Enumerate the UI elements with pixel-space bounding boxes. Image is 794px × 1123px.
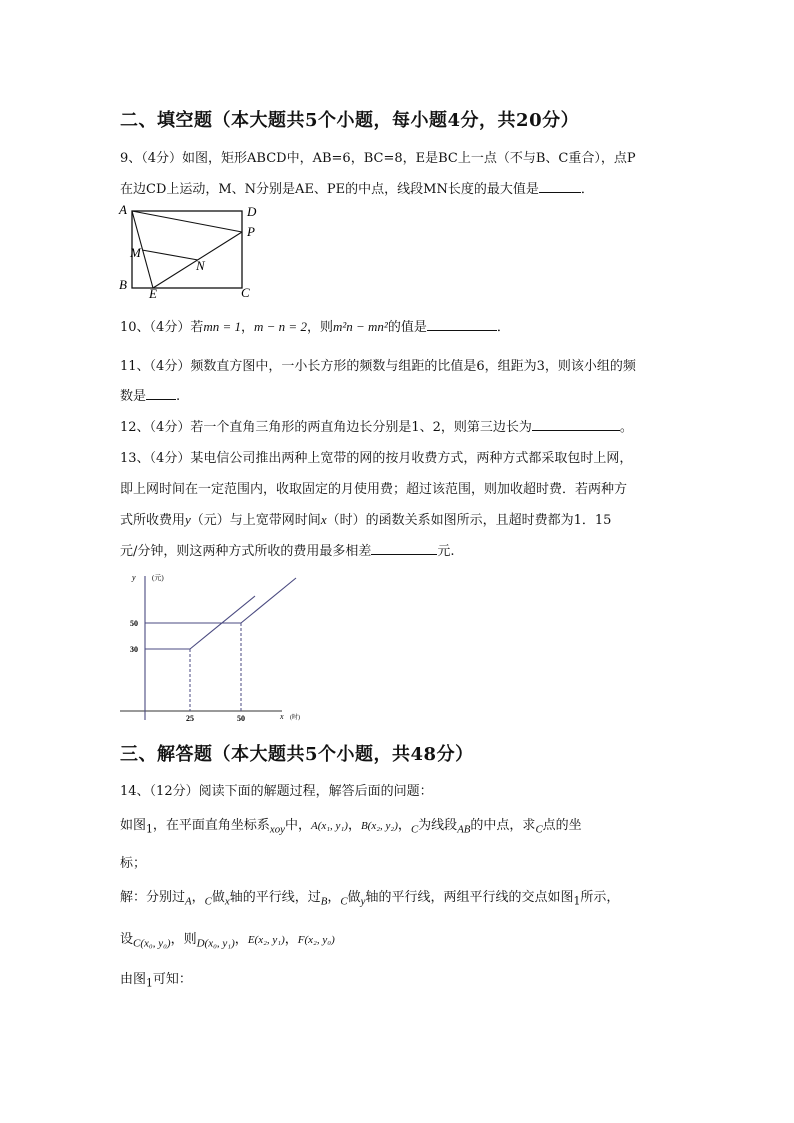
y-axis-label: y xyxy=(132,573,136,582)
q11-line-1: 11、（4分）频数直方图中，一小长方形的频数与组距的比值是6，组距为3，则该小组的频 xyxy=(120,359,636,374)
q14-l4-point-b: B xyxy=(320,895,328,908)
q14-l2-fig: 1 xyxy=(146,822,153,836)
x-axis-unit: (时) xyxy=(290,715,300,721)
q13-var-x: x xyxy=(320,512,327,527)
q9-line-1: 9、（4分）如图，矩形ABCD中，AB=6，BC=8，E是BC上一点（不与B、C重合），点P xyxy=(120,151,636,166)
q11-end: . xyxy=(176,389,181,404)
q14-l2-f: 为线段 xyxy=(418,818,458,833)
q13-line-4 xyxy=(120,540,455,559)
q14-l4-c: 做 xyxy=(211,890,225,905)
q11-line-2-text: 数是 xyxy=(120,389,147,404)
q14-l5-point-f: F(x₂, y₀) xyxy=(297,934,335,946)
q14-line-5 xyxy=(120,928,335,950)
q10-expr-2: m − n = 2 xyxy=(254,319,307,334)
q14-l2-g: 的中点，求 xyxy=(470,818,536,833)
segment-ap xyxy=(132,211,242,232)
answer-blank xyxy=(427,318,497,331)
q14-l5-c: ， xyxy=(234,932,248,947)
q14-l4-h: 所示， xyxy=(580,890,620,905)
section-3-heading: 三、解答题（本大题共5个小题，共48分） xyxy=(120,744,474,765)
q14-l4-point-c: C xyxy=(204,895,212,908)
q14-l4-g: 轴的平行线，两组平行线的交点如图 xyxy=(365,890,574,905)
q13-line-4-text: 元/分钟，则这两种方式所收的费用最多相差 xyxy=(120,544,372,559)
q14-l5-d: ， xyxy=(284,932,298,947)
q14-line-1: 14、（12分）阅读下面的解题过程，解答后面的问题： xyxy=(120,784,433,799)
rectangle-figure xyxy=(110,198,270,304)
q14-l6-fig: 1 xyxy=(146,976,153,990)
q10-expr-1: mn = 1 xyxy=(203,319,241,334)
q14-l2-b: ，在平面直角坐标系 xyxy=(152,818,270,833)
q14-l4-e: ， xyxy=(327,890,341,905)
q14-l2-a: 如图 xyxy=(120,818,147,833)
q14-l6-b: 可知： xyxy=(152,972,192,987)
q14-line-4 xyxy=(120,886,619,908)
q9-line-2-end: ． xyxy=(580,182,594,197)
x-axis-label: x xyxy=(280,712,284,721)
q14-l2-d: ， xyxy=(347,818,361,833)
q14-l5-point-c: C(x₀, y₀) xyxy=(133,937,171,950)
q14-l5-b: ，则 xyxy=(170,932,197,947)
q14-line-2 xyxy=(120,814,582,836)
label-b: B xyxy=(119,277,127,292)
q14-l2-e: ， xyxy=(397,818,411,833)
q12-end: 。 xyxy=(619,420,633,435)
q14-l4-d: 轴的平行线，过 xyxy=(229,890,321,905)
label-n: N xyxy=(196,258,205,273)
q10-end: ． xyxy=(496,320,510,335)
label-d: D xyxy=(247,204,257,219)
q14-l2-point-a: A(x₁, y₁) xyxy=(310,820,348,832)
q10-suffix: 的值是 xyxy=(387,320,427,335)
q14-l4-point-c2: C xyxy=(340,895,348,908)
q14-line-3: 标； xyxy=(120,856,147,871)
answer-blank xyxy=(532,418,620,431)
q14-l4-f: 做 xyxy=(347,890,361,905)
q14-l5-point-e: E(x₂, y₁) xyxy=(247,934,285,946)
q10-sep: ， xyxy=(241,320,255,335)
q9-line-2-text: 在边CD上运动，M、N分别是AE、PE的中点，线段MN长度的最大值是 xyxy=(120,182,539,197)
answer-blank xyxy=(539,180,581,193)
y-tick-label: 50 xyxy=(130,619,138,628)
q13-var-y: y xyxy=(185,512,191,527)
q13-line-1: 13、（4分）某电信公司推出两种上宽带的网的按月收费方式，两种方式都采取包时上网， xyxy=(120,451,633,466)
rectangle-abcd xyxy=(132,211,242,288)
q14-l2-c: 中， xyxy=(284,818,311,833)
q14-line-6 xyxy=(120,968,192,990)
q13-line-3-c: （时）的函数关系如图所示，且超时费都为1．15 xyxy=(326,513,612,528)
q14-l4-fig: 1 xyxy=(573,894,581,908)
q14-l4-b: ， xyxy=(191,890,205,905)
q10-prefix: 10、（4分）若 xyxy=(120,320,204,335)
q10 xyxy=(120,316,510,335)
fee-graph xyxy=(110,568,310,728)
section-2-heading: 二、填空题（本大题共5个小题，每小题4分，共20分） xyxy=(120,110,580,131)
q14-l5-a: 设 xyxy=(120,932,134,947)
q10-mid: ，则 xyxy=(306,320,333,335)
q14-l5-point-d: D(x₀, y₁) xyxy=(196,937,235,950)
q14-l2-xoy: xoy xyxy=(269,823,285,836)
q13-line-2: 即上网时间在一定范围内，收取固定的月使用费；超过该范围，则加收超时费．若两种方 xyxy=(120,482,628,497)
q14-l4-a: 解：分别过 xyxy=(120,890,186,905)
q14-l4-x: x xyxy=(224,895,230,908)
q14-l6-a: 由图 xyxy=(120,972,147,987)
label-e: E xyxy=(149,286,157,301)
q12-text: 12、（4分）若一个直角三角形的两直角边长分别是1、2，则第三边长为 xyxy=(120,420,532,435)
label-a: A xyxy=(119,202,127,217)
q11-line-2 xyxy=(120,385,180,404)
q14-l4-point-a: A xyxy=(185,895,192,908)
q10-expr-3: m²n − mn² xyxy=(332,319,388,334)
q13-line-4-end: 元. xyxy=(437,544,455,559)
q13-line-3 xyxy=(120,509,611,528)
q14-l2-point-b: B(x₂, y₂) xyxy=(360,820,398,832)
q14-l2-point-c: C xyxy=(410,823,419,836)
answer-blank xyxy=(371,542,437,555)
q13-line-3-a: 式所收费用 xyxy=(120,513,186,528)
q14-l2-segment-ab: AB xyxy=(457,823,471,836)
q14-l2-h: 点的坐 xyxy=(542,818,582,833)
q13-line-3-b: （元）与上宽带网时间 xyxy=(190,513,321,528)
y-tick-label: 30 xyxy=(130,645,138,654)
x-tick-label: 50 xyxy=(237,714,245,723)
answer-blank xyxy=(146,387,176,400)
segment-mn xyxy=(142,250,198,260)
q9-line-2 xyxy=(120,178,594,197)
label-m: M xyxy=(130,245,141,260)
q14-l4-y: y xyxy=(360,895,366,908)
label-c: C xyxy=(241,285,250,300)
q12 xyxy=(120,416,633,435)
x-tick-label: 25 xyxy=(186,714,194,723)
y-axis-unit: (元) xyxy=(152,574,164,582)
q14-l2-point-c2: C xyxy=(535,823,543,836)
label-p: P xyxy=(247,224,255,239)
